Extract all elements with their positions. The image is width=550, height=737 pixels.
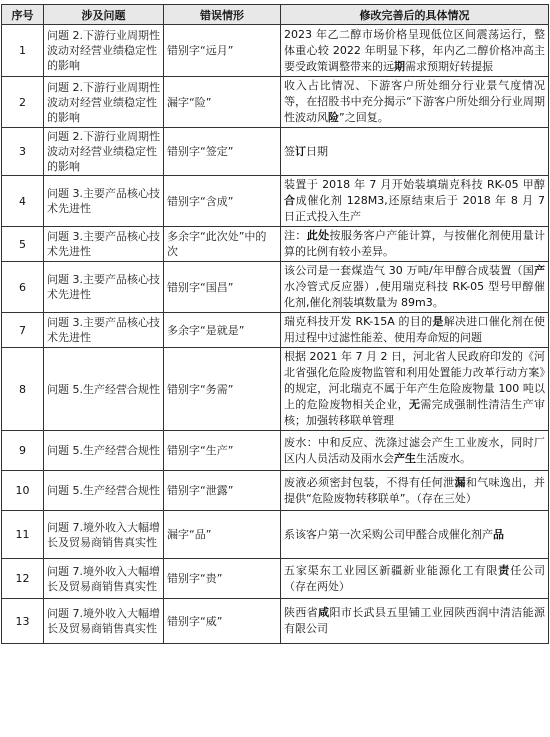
row-serial: 8 [2,348,44,431]
row-error-type: 多余字“此次处”中的次 [164,227,281,262]
row-detail [281,176,549,227]
row-detail [281,227,549,262]
detail-text: 成催化剂 128M3,还原结束后于 2018 年 8 月 7 日正式投入生产 [284,194,545,223]
row-serial: 2 [2,77,44,128]
table-row [2,77,549,128]
detail-text: 日期 [306,144,328,158]
row-serial: 13 [2,599,44,644]
table-header-row [2,5,549,25]
detail-text: 废水：中和反应、洗涤过滤会产生工业废水，同时厂区内人员活动及雨水会 [284,435,545,465]
table-row [2,431,549,471]
row-error-type: 多余字“是就是” [164,313,281,348]
corrected-text: 是 [432,315,444,328]
detail-text: 装置于 2018 年 7 月开始装填瑞克科技 RK-05 甲醇 [284,178,545,191]
row-detail [281,471,549,511]
row-serial: 12 [2,559,44,599]
detail-text: 生活废水。 [416,451,471,465]
row-serial: 7 [2,313,44,348]
corrected-text: 漏 [454,475,466,489]
table-row [2,559,549,599]
table-body [2,25,549,644]
table-row [2,128,549,176]
row-issue: 问题 3.主要产品核心技术先进性 [44,262,164,313]
detail-text: 该公司是一套煤造气 30 万吨/年甲醇合成装置（国 [284,264,534,277]
table-row [2,511,549,559]
row-detail [281,25,549,77]
row-detail [281,348,549,431]
row-detail [281,431,549,471]
row-error-type: 错别字“含成” [164,176,281,227]
row-issue: 问题 2.下游行业周期性波动对经营业绩稳定性的影响 [44,77,164,128]
row-detail [281,599,549,644]
row-detail [281,511,549,559]
row-serial: 5 [2,227,44,262]
corrected-text: 订 [295,144,306,158]
detail-text: 解决进口催化剂在使用过程中过滤性能差、使用寿命短的问题 [284,315,546,344]
row-error-type: 错别字“贵” [164,559,281,599]
row-error-type: 错别字“远月” [164,25,281,77]
corrected-text: 此处 [306,229,330,242]
detail-text: 注： [284,229,307,242]
corrected-text: 无 [409,398,421,411]
corrected-text: 险 [328,111,339,124]
row-serial: 1 [2,25,44,77]
table-row [2,348,549,431]
detail-text: 系该客户第一次采购公司甲醛合成催化剂产 [284,527,493,541]
corrected-text: 产 [534,264,545,277]
row-serial: 11 [2,511,44,559]
row-serial: 10 [2,471,44,511]
table-row [2,227,549,262]
detail-text: 按服务客户产能计算，与按催化剂使用量计算的比例有较小差异。 [284,229,546,258]
detail-text: 需完成强制性清洁生产审核；加强转移联单管理 [284,398,546,427]
detail-text: ”之回复。 [339,111,389,124]
row-issue: 问题 2.下游行业周期性波动对经营业绩稳定性的影响 [44,128,164,176]
row-issue: 问题 3.主要产品核心技术先进性 [44,313,164,348]
header-issue: 涉及问题 [44,5,164,25]
row-error-type: 漏字“险” [164,77,281,128]
table-row [2,313,549,348]
header-detail: 修改完善后的具体情况 [281,5,549,25]
detail-text: 和气味逸出，并提供“危险废物转移联单”。（存在三处） [284,475,546,505]
row-issue: 问题 7.境外收入大幅增长及贸易商销售真实性 [44,559,164,599]
detail-text: 水冷管式反应器）,使用瑞克科技 RK-05 型号甲醇催化剂,催化剂装填数量为 89m3。 [284,280,545,309]
detail-text: 2023 年乙二醇市场价格呈现低位区间震荡运行，整体重心较 2022 年明显下移，年内乙二醇价格冲高主要受政策调整带来的远 [284,27,545,73]
row-issue: 问题 5.生产经营合规性 [44,348,164,431]
detail-text: 根据 2021 年 7 月 2 日，河北省人民政府印发的《河北省强化危险废物监管和利用处置能力改革行动方案》的规定，河北瑞克不属于年产生危险废物量 100 吨以上的危险废物相关企业， [284,350,545,411]
corrected-text: 合 [284,194,296,207]
corrected-text: 品 [493,527,504,541]
row-error-type: 漏字“品” [164,511,281,559]
row-serial: 6 [2,262,44,313]
header-serial: 序号 [2,5,44,25]
row-issue: 问题 5.生产经营合规性 [44,431,164,471]
detail-text: 五家渠东工业园区新疆新业能源化工有限 [284,563,499,577]
row-detail [281,313,549,348]
table-row [2,176,549,227]
row-issue: 问题 7.境外收入大幅增长及贸易商销售真实性 [44,599,164,644]
row-error-type: 错别字“务需” [164,348,281,431]
table-row [2,599,549,644]
row-detail [281,128,549,176]
detail-text: 收入占比情况、下游客户所处细分行业景气度情况等，在招股书中充分揭示“下游客户所处细分行业周期性波动风 [284,79,545,124]
row-serial: 4 [2,176,44,227]
row-issue: 问题 5.生产经营合规性 [44,471,164,511]
row-serial: 3 [2,128,44,176]
row-error-type: 错别字“国昌” [164,262,281,313]
corrected-text: 咸 [318,606,330,619]
row-detail [281,262,549,313]
table-row [2,25,549,77]
header-error-type: 错误情形 [164,5,281,25]
detail-text: 阳市长武县五里铺工业园陕西润中清洁能源有限公司 [284,606,546,635]
corrections-table [1,4,549,644]
corrected-text: 期 [394,59,405,73]
detail-text: 瑞克科技开发 RK-15A 的目的 [284,315,433,328]
row-issue: 问题 3.主要产品核心技术先进性 [44,227,164,262]
row-issue: 问题 3.主要产品核心技术先进性 [44,176,164,227]
row-error-type: 错别字“生产” [164,431,281,471]
detail-text: 任公司（存在两处） [284,563,546,593]
detail-text: 需求预期好转提振 [405,59,493,73]
detail-text: 废液必须密封包装，不得有任何泄 [284,475,455,489]
row-serial: 9 [2,431,44,471]
corrected-text: 责 [498,563,511,577]
row-issue: 问题 2.下游行业周期性波动对经营业绩稳定性的影响 [44,25,164,77]
table-row [2,262,549,313]
row-error-type: 错别字“签定” [164,128,281,176]
row-error-type: 错别字“泄露” [164,471,281,511]
detail-text: 签 [284,144,295,158]
row-issue: 问题 7.境外收入大幅增长及贸易商销售真实性 [44,511,164,559]
detail-text: 陕西省 [284,606,319,619]
row-detail [281,77,549,128]
row-error-type: 错别字“威” [164,599,281,644]
row-detail [281,559,549,599]
corrected-text: 产生 [394,451,416,465]
table-row [2,471,549,511]
